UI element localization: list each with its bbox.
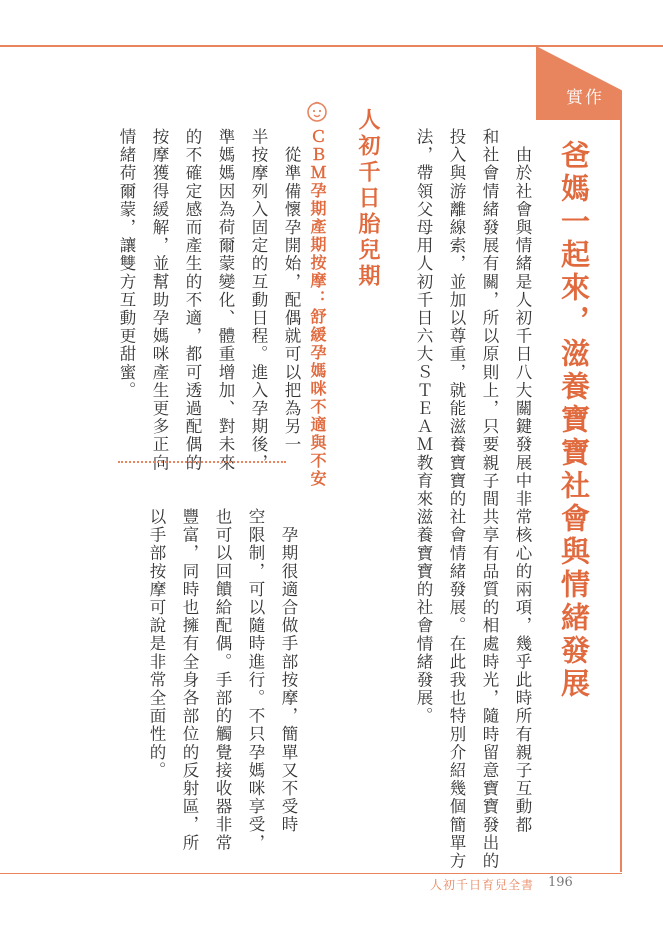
paragraph-line: 也可以回饋給配偶。手部的觸覺接收器非常 — [213, 508, 232, 852]
paragraph-line: 半按摩列入固定的互動日程。進入孕期後， — [249, 128, 268, 472]
paragraph-line: 空限制，可以隨時進行。不只孕媽咪享受， — [246, 508, 265, 852]
intro-paragraph — [407, 128, 539, 870]
massage-paragraph-1 — [110, 128, 308, 472]
intro-line: 和社會情緒發展有關，所以原則上，只要親子間共享有品質的相處時光，隨時留意寶寶發出的 — [480, 128, 499, 871]
intro-line: 法，帶領父母用人初千日六大ＳＴＥＡＭ教育來滋養寶寶的社會情緒發展。 — [414, 128, 433, 726]
intro-line: 由於社會與情緒是人初千日八大關鍵發展中非常核心的兩項，幾乎此時所有親子互動都 — [513, 128, 532, 834]
intro-line: 投入與游離線索，並加以尊重，就能滋養寶寶的社會情緒發展。在此我也特別介紹幾個簡單方 — [447, 128, 466, 871]
paragraph-line: 準媽媽因為荷爾蒙變化、體重增加、對未來 — [216, 128, 235, 472]
paragraph-line: 豐富，同時也擁有全身各部位的反射區，所 — [180, 508, 199, 852]
article-title: 爸媽一起來，滋養寶寶社會與情緒發展 — [557, 140, 591, 701]
paragraph-line: 從準備懷孕開始，配偶就可以把為另一 — [282, 128, 301, 454]
paragraph-line: 按摩獲得緩解，並幫助孕媽咪產生更多正向 — [150, 128, 169, 472]
subsection-heading: ＣＢＭ孕期產期按摩：舒緩孕媽咪不適與不安 — [308, 128, 327, 488]
paragraph-line: 的不確定感而產生的不適，都可透過配偶的 — [183, 128, 202, 472]
footer-book-title: 人初千日育兒全書 — [430, 878, 535, 892]
paragraph-line: 以手部按摩可說是非常全面性的。 — [147, 508, 166, 780]
bottom-divider — [0, 873, 622, 874]
baby-face-icon — [306, 100, 328, 122]
paragraph-line: 情緒荷爾蒙，讓雙方互動更甜蜜。 — [117, 128, 136, 400]
tab-label: 實作 — [566, 88, 604, 108]
paragraph-line: 孕期很適合做手部按摩，簡單又不受時 — [279, 508, 298, 834]
dotted-divider — [118, 461, 286, 463]
right-margin-rule — [620, 120, 622, 872]
section-heading: 人初千日胎兒期 — [355, 108, 380, 290]
massage-paragraph-2 — [140, 508, 305, 852]
top-divider — [0, 45, 663, 47]
page-number: 196 — [548, 875, 573, 890]
